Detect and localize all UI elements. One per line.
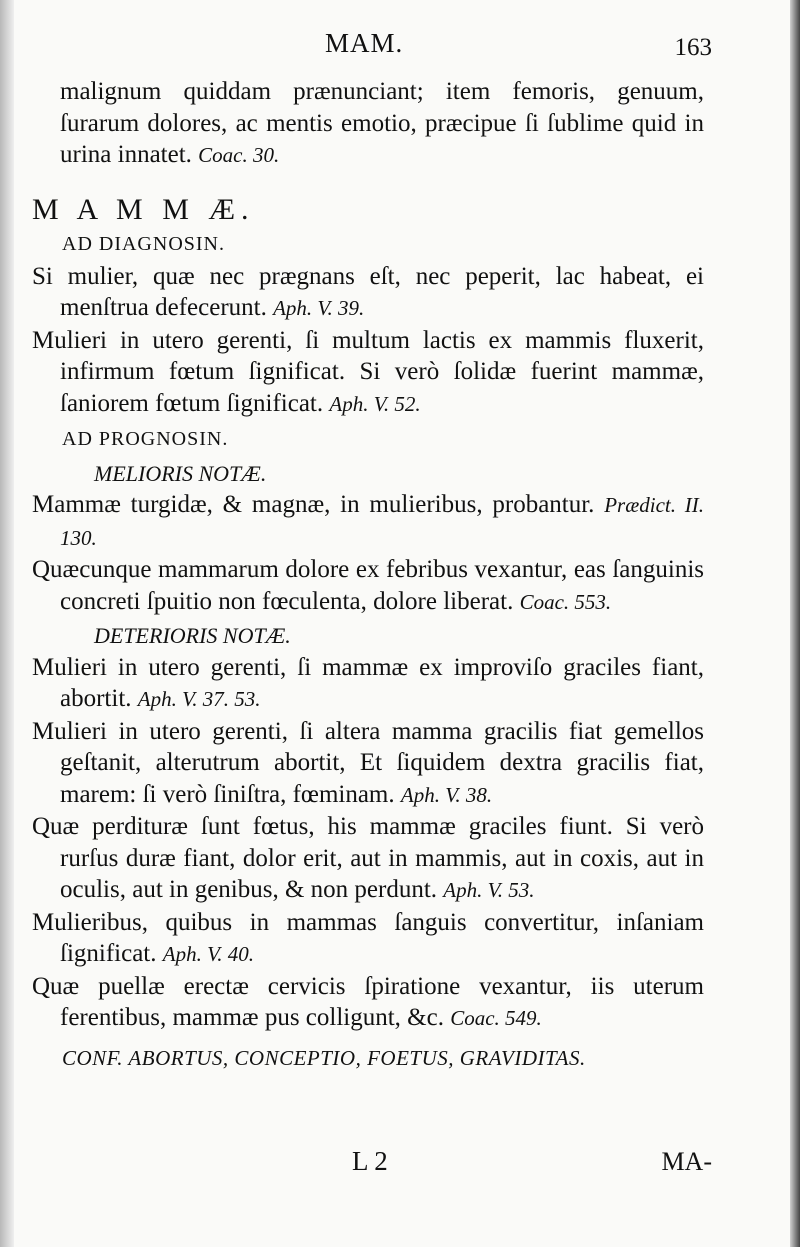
citation: Coac. 549. [450, 1006, 542, 1030]
citation: Aph. V. 39. [273, 296, 365, 320]
subheading-prognosin: AD PROGNOSIN. [62, 428, 229, 450]
page-footer [32, 1146, 712, 1186]
citation: Prædict. II. 130. [60, 493, 705, 550]
entry: Quæ puellæ erectæ cervicis ſpiratione vexantur, iis uterum ferentibus, mammæ pus colligunt, &c. Coac. 549. [32, 972, 704, 1031]
signature-mark: L 2 [352, 1146, 388, 1176]
citation: Coac. 553. [519, 589, 612, 614]
catchword: MA- [661, 1147, 712, 1176]
entry: Mulieribus, quibus in mammas ſanguis convertitur, inſaniam ſignificat. Aph. V. 40. [32, 908, 704, 967]
page-edge-left [0, 0, 14, 1247]
page-header [32, 20, 712, 64]
page-number: 163 [674, 34, 712, 61]
citation: Aph. V. 53. [443, 878, 535, 902]
entry: Si mulier, quæ nec prægnans eſt, nec peperit, lac habeat, ei menſtrua defecerunt. Aph. V. 39. [32, 262, 704, 321]
entry: Quæ perdituræ ſunt fœtus, his mammæ graciles fiunt. Si verò rurſus duræ fiant, dolor erit, aut in mammis, aut in coxis, aut in oculis, aut in genibus, & non perdunt. Aph. V. 53. [32, 813, 704, 903]
subheading-deterioris: DETERIORIS NOTÆ. [94, 623, 291, 648]
citation: Aph. V. 38. [400, 782, 493, 807]
entry: Mulieri in utero gerenti, ſi altera mamma gracilis fiat gemellos geſtanit, alterutrum abortit, Et ſiquidem dextra gracilis fiat, marem: ſi verò ſiniſtra, fœminam. Aph. V. 38. [32, 717, 704, 808]
citation: Coac. 30. [198, 143, 280, 167]
entry: Quæcunque mammarum dolore ex febribus vexantur, eas ſanguinis concreti ſpuitio non fœculenta, dolore liberat. Coac. 553. [32, 556, 704, 615]
cross-reference: CONF. ABORTUS, CONCEPTIO, FOETUS, GRAVIDITAS. [62, 1045, 586, 1070]
running-head: MAM. [325, 28, 404, 58]
entry: Mulieri in utero gerenti, ſi mammæ ex improviſo graciles fiant, abortit. Aph. V. 37. 53. [32, 653, 704, 712]
entry: Mulieri in utero gerenti, ſi multum lactis ex mammis fluxerit, infirmum fœtum ſignificat. Si verò ſolidæ fuerint mammæ, ſaniorem fœtum ſignificat. Aph. V. 52. [32, 326, 704, 417]
citation: Aph. V. 40. [162, 942, 254, 966]
paragraph: malignum quiddam prænunciant; item femoris, genuum, ſurarum dolores, ac mentis emotio, præcipue ſi ſublime quid in urina innatet. Coac. 30. [60, 78, 704, 168]
citation: Aph. V. 52. [329, 391, 421, 416]
page-edge-right [790, 0, 800, 1247]
citation: Aph. V. 37. 53. [137, 687, 261, 711]
body-text [32, 76, 704, 1074]
entry: Mammæ turgidæ, & magnæ, in mulieribus, probantur. Prædict. II. 130. [32, 491, 705, 550]
subheading-diagnosin: AD DIAGNOSIN. [62, 233, 225, 255]
subheading-melioris: MELIORIS NOTÆ. [94, 460, 267, 486]
section-title: M A M M Æ. [32, 192, 255, 226]
